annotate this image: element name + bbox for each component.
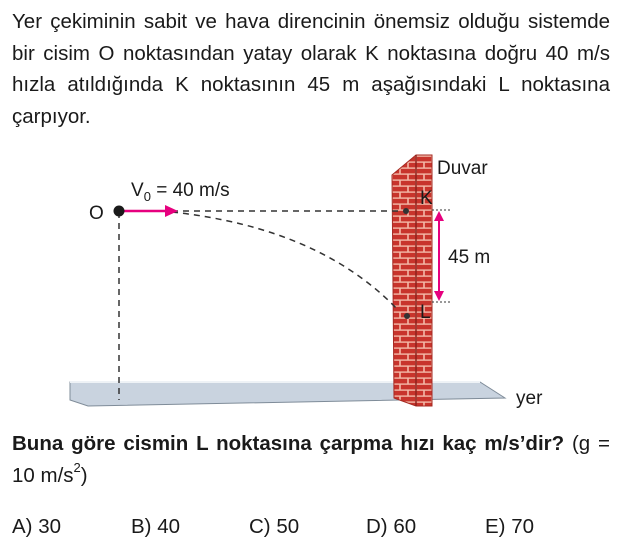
choice-letter: D) [366,515,388,538]
choice-letter: A) [12,515,33,538]
choice-a[interactable] [12,515,61,539]
choice-value: 50 [276,515,300,538]
ground-label: yer [516,388,543,409]
height-label: 45 m [448,247,491,268]
prompt-gravity: (g = 10 m/s [12,432,610,487]
choice-d[interactable] [366,515,416,539]
choice-letter: E) [485,515,506,538]
choice-value: 30 [38,515,62,538]
velocity-value: = 40 m/s [150,180,230,201]
point-l-dot [404,313,410,319]
choice-value: 60 [393,515,417,538]
choice-letter: B) [131,515,152,538]
question-text: Yer çekiminin sabit ve hava direncinin önemsiz olduğu sistemde bir cisim O noktasından yatay olarak K noktasına doğru 40 m/s hızla atıldığında K noktasının 45 m aşağısındaki L noktasına çarpıyor. [12,10,610,128]
velocity-subscript: 0 [143,189,151,204]
choice-c[interactable] [249,515,299,539]
trajectory-curve [172,212,398,310]
height-arrow-head-top [434,211,444,221]
point-o-dot [114,206,125,217]
answer-choices [0,515,629,545]
prompt-gravity-exponent: 2 [73,460,81,476]
prompt-bold: Buna göre cismin L noktasına çarpma hızı kaç m/s’dir? [12,432,565,455]
height-arrow-head-bottom [434,291,444,301]
choice-e[interactable] [485,515,534,539]
choice-value: 70 [511,515,535,538]
point-l-label: L [420,302,431,323]
velocity-arrow-head [165,205,178,217]
velocity-symbol: V [131,180,144,201]
choice-b[interactable] [131,515,180,539]
wall-label: Duvar [437,158,488,179]
ground-plate [70,382,505,406]
question-prompt [12,428,610,492]
choice-letter: C) [249,515,271,538]
velocity-label [131,180,230,204]
point-k-dot [403,208,409,214]
point-o-label: O [89,203,104,224]
choice-value: 40 [157,515,181,538]
point-k-label: K [420,188,433,209]
prompt-gravity-close: ) [80,464,88,487]
